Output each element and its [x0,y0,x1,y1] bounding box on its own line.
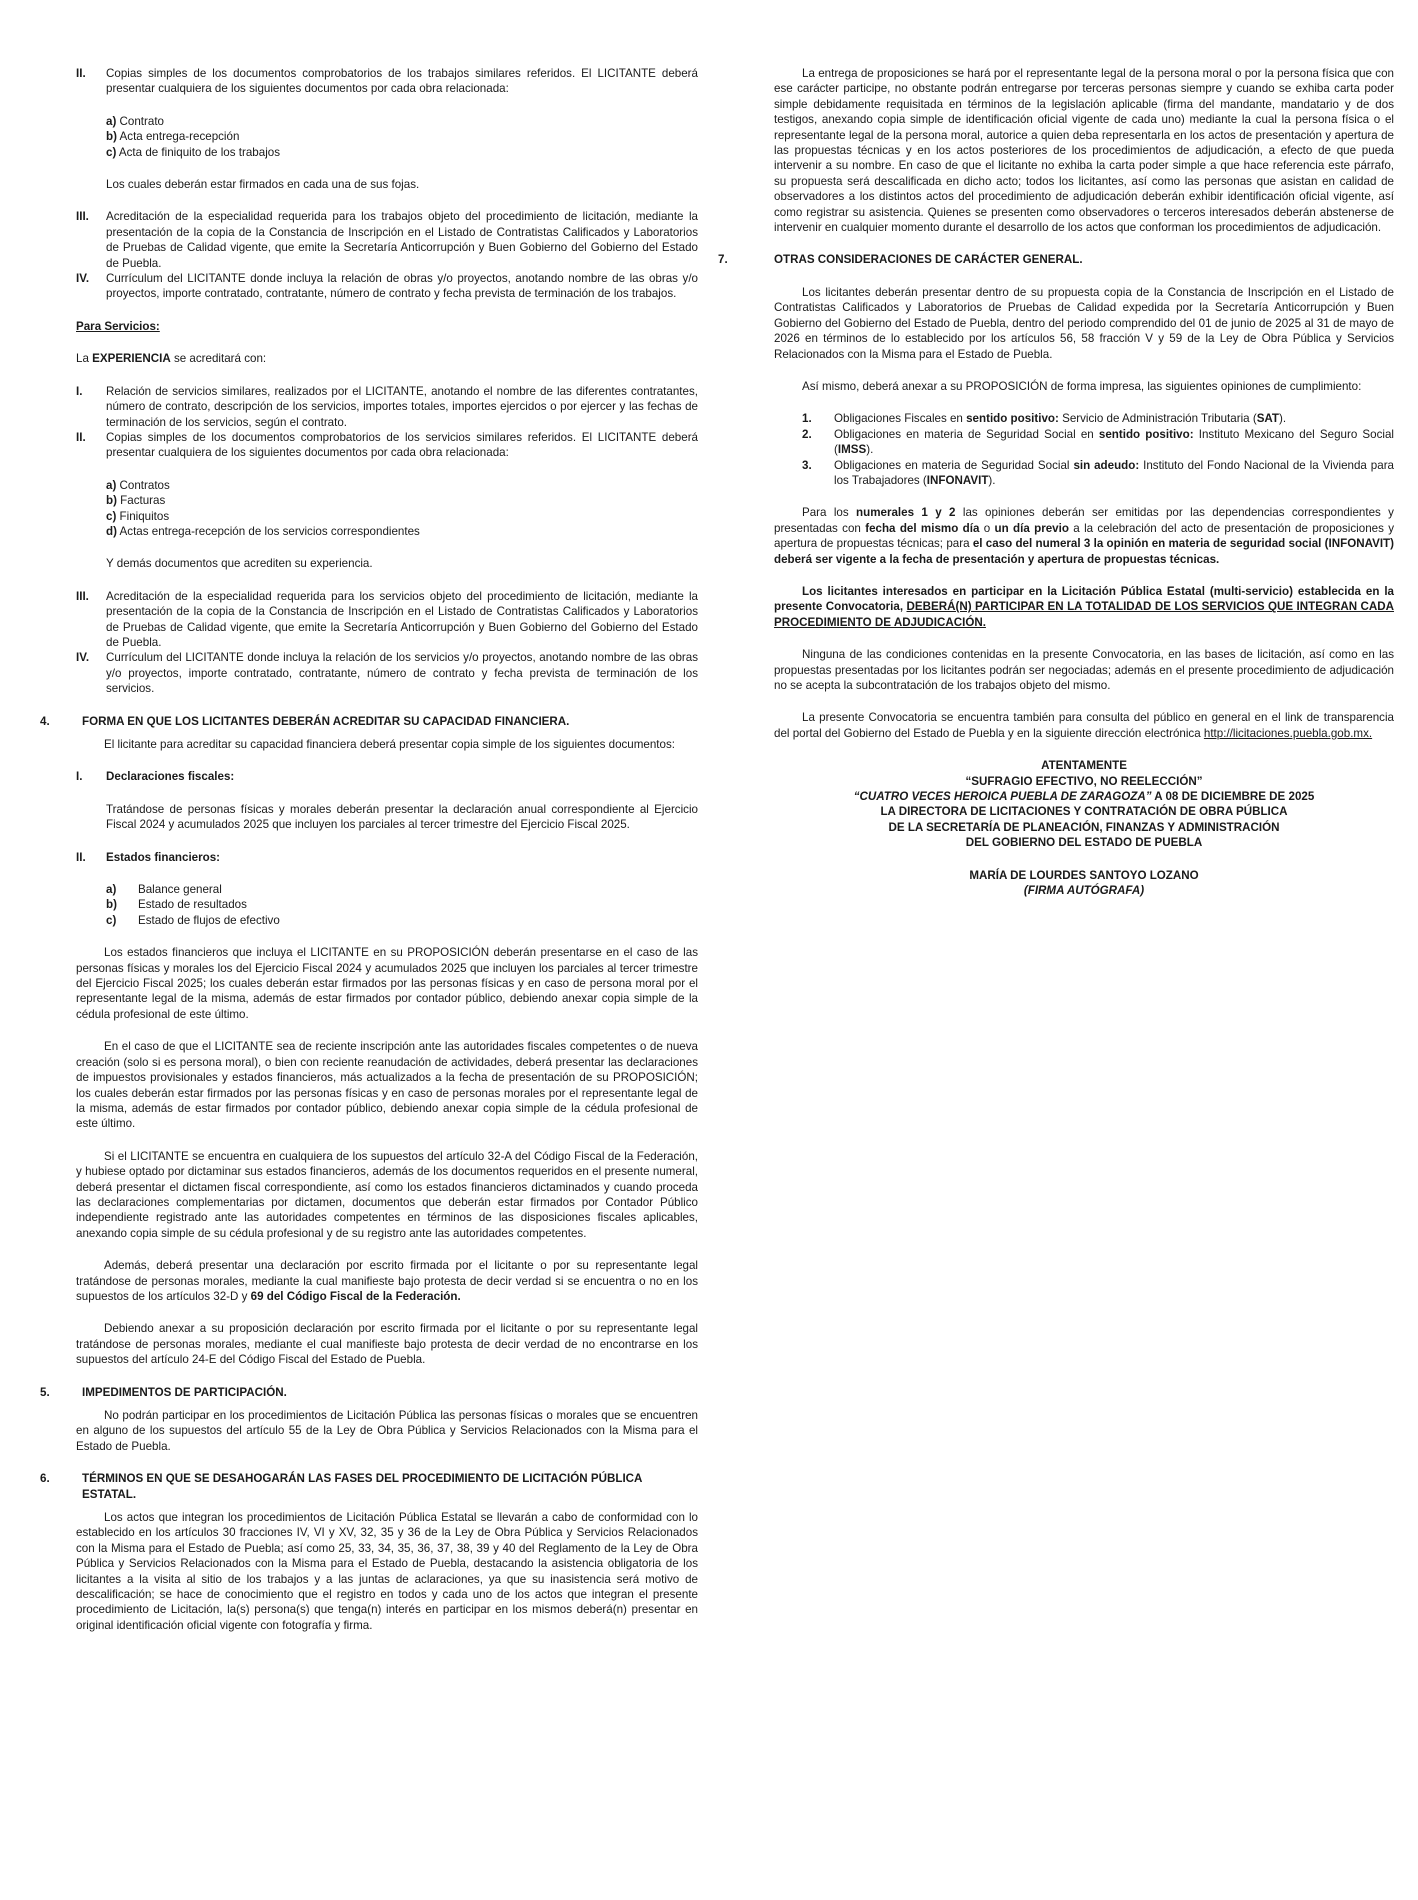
obras-item-iii: III. Acreditación de la especialidad requerida para los trabajos objeto del procedimiento de licitación, mediante la presentación de la copia de la Constancia de Inscripción en el Listado de Contratistas Calificados y Laboratorios de Pruebas de Calidad vigente, que emite la Secretaría Anticorrupción y Buen Gobierno del Gobierno del Estado de Puebla. [76,210,698,270]
section-heading-7: 7. OTRAS CONSIDERACIONES DE CARÁCTER GENERAL. [718,253,1083,267]
list-item: c) Estado de flujos de efectivo [106,913,280,927]
list-item: b) Facturas [106,494,166,508]
section-heading-5: 5. IMPEDIMENTOS DE PARTICIPACIÓN. [40,1385,287,1399]
list-item: a) Contrato [106,114,165,128]
item-text: Copias simples de los documentos comprobatorios de los trabajos similares referidos. El LICITANTE deberá presentar cualquiera de los siguientes documentos por cada obra relacionada: [106,67,698,96]
section-heading-4: 4. FORMA EN QUE LOS LICITANTES DEBERÁN ACREDITAR SU CAPACIDAD FINANCIERA. [40,714,570,728]
list-item: a) Balance general [106,883,222,897]
list-item: 3. Obligaciones en materia de Seguridad Social sin adeudo: Instituto del Fondo Nacional de la Vivienda para los Trabajadores (INFONAVIT). [802,458,1395,487]
serv-item-i: I. Relación de servicios similares, realizados por el LICITANTE, anotando el nombre de las diferentes contratantes, número de contrato, descripción de los servicios, importes totales, importes ejercidos o por ejercer y las fechas de terminación de los servicios, según el contrato. [76,384,698,429]
list-item: 1. Obligaciones Fiscales en sentido positivo: Servicio de Administración Tributaria (SAT). [802,412,1287,426]
list-item: c) Acta de finiquito de los trabajos [106,145,281,159]
paragraph: Los estados financieros que incluya el LICITANTE en su PROPOSICIÓN deberán presentarse en el caso de las personas físicas y morales los del Ejercicio Fiscal 2024 y acumulados 2025 que incluyen los parciales al tercer trimestre del Ejercicio Fiscal 2025; los cuales deberán estar firmados por las personas físicas y en caso de persona moral por el representante legal de la misma, además de estar firmados por contador público, debiendo anexar copia simple de la cédula profesional de este último. [76,946,698,1021]
paragraph: Si el LICITANTE se encuentra en cualquiera de los supuestos del artículo 32-A del Código Fiscal de la Federación, y hubiese optado por dictaminar sus estados financieros, además de los documentos requeridos en el presente numeral, deberá presentar el dictamen fiscal correspondiente, así como los estados financieros dictaminados y cuando proceda las declaraciones complementarias por dictamen, documentos que deberán estar firmados por Contador Público independiente registrado ante las autoridades competentes en términos de las disposiciones fiscales aplicables, anexando copia simple de su cédula profesional y de su registro ante las autoridades competentes. [76,1149,698,1240]
s4-item-ii: II. Estados financieros: [76,850,221,864]
paragraph: Así mismo, deberá anexar a su PROPOSICIÓN de forma impresa, las siguientes opiniones de cumplimiento: [802,379,1362,393]
serv-item-iii: III. Acreditación de la especialidad requerida para los servicios objeto del procedimiento de licitación, mediante la presentación de la copia de la Constancia de Inscripción en el Listado de Contratistas Calificados y Laboratorios de Pruebas de Calidad vigente, que emite la Secretaría Anticorrupción y Buen Gobierno del Gobierno del Estado de Puebla. [76,589,698,649]
paragraph: Los licitantes deberán presentar dentro de su propuesta copia de la Constancia de Inscripción en el Listado de Contratistas Calificados y Laboratorios de Pruebas de Calidad expedida por la Secretaría Anticorrupción y Buen Gobierno del Gobierno del Estado de Puebla, dentro del periodo comprendido del 01 de junio de 2025 al 31 de mayo de 2026 en términos de lo establecido por los artículos 56, 58 fracción V y 59 de la Ley de Obra Pública y Servicios Relacionados con la Misma para el Estado de Puebla. [774,285,1394,361]
s4-item-i: I. Declaraciones fiscales: [76,770,235,784]
transparency-link[interactable]: http://licitaciones.puebla.gob.mx. [1203,726,1373,740]
list-item: 2. Obligaciones en materia de Seguridad Social en sentido positivo: Instituto Mexicano del Seguro Social (IMSS). [802,427,1395,457]
paragraph: Y demás documentos que acrediten su experiencia. [106,557,373,571]
paragraph: El licitante para acreditar su capacidad financiera deberá presentar copia simple de los siguientes documentos: [104,738,675,751]
signature-block: ATENTAMENTE “SUFRAGIO EFECTIVO, NO REELECCIÓN” “CUATRO VECES HEROICA PUEBLA DE ZARAGOZA” A 08 DE DICIEMBRE DE 2025 LA DIRECTORA DE LICITACIONES Y CONTRATACIÓN DE OBRA PÚBLICA DE LA SECRETARÍA DE PLANEACIÓN, FINANZAS Y ADMINISTRACIÓN DEL GOBIERNO DEL ESTADO DE PUEBLA MARÍA DE LOURDES SANTOYO LOZANO (FIRMA AUTÓGRAFA) [774,758,1394,898]
paragraph: Ninguna de las condiciones contenidas en la presente Convocatoria, en las bases de licitación, así como en las propuestas presentadas por los licitantes podrán ser negociadas; además en el presente procedimiento de adjudicación no se acepta la subcontratación de los trabajos objeto del mismo. [774,648,1394,692]
paragraph: Los licitantes interesados en participar en la Licitación Pública Estatal (multi-servicio) establecida en la presente Convocatoria, DEBERÁ(N) PARTICIPAR EN LA TOTALIDAD DE LOS SERVICIOS QUE INTEGRAN CADA PROCEDIMIENTO DE ADJUDICACIÓN. [774,584,1395,629]
serv-item-iv: IV. Currículum del LICITANTE donde incluya la relación de los servicios y/o proyectos, anotando nombre de las obras y/o proyectos, importe contratado, contratante, número de contrato y fecha prevista de terminación de los servicios. [76,651,698,696]
paragraph: Los cuales deberán estar firmados en cada una de sus fojas. [106,178,420,192]
obras-item-ii [76,66,698,97]
list-item: b) Estado de resultados [106,898,247,912]
paragraph: La EXPERIENCIA se acreditará con: [76,352,267,366]
list-item: c) Finiquitos [106,509,170,523]
paragraph: Debiendo anexar a su proposición declaración por escrito firmada por el licitante o por su representante legal tratándose de personas morales, mediante el cual manifieste bajo protesta de decir verdad de no encontrarse en los supuestos del artículo 24-E del Código Fiscal del Estado de Puebla. [76,1322,698,1367]
left-column [40,66,698,1633]
paragraph: Los actos que integran los procedimientos de Licitación Pública Estatal se llevarán a cabo de conformidad con lo establecido en los artículos 30 fracciones IV, VI y XV, 32, 35 y 36 de la Ley de Obra Pública y Servicios Relacionados con la Misma para el Estado de Puebla; así como 25, 33, 34, 35, 36, 37, 38, 39 y 40 del Reglamento de la Ley de Obra Pública y Servicios Relacionados con la Misma para el Estado de Puebla, destacando la asistencia obligatoria de los licitantes a la visita al sitio de los trabajos y a las juntas de aclaraciones, ya que su inasistencia será motivo de descalificación; se hace de conocimiento que el registro en todos y cada uno de los actos que integran el presente procedimiento de Licitación, la(s) persona(s) que tenga(n) interés en participar en los mismos deberá(n) presentar en original identificación oficial vigente con fotografía y firma. [76,1511,698,1632]
paragraph: No podrán participar en los procedimientos de Licitación Pública las personas físicas o morales que se encuentren en alguno de los supuestos del artículo 55 de la Ley de Obra Pública y Servicios Relacionados con la Misma para el Estado de Puebla. [76,1409,698,1453]
paragraph: Además, deberá presentar una declaración por escrito firmada por el licitante o por su representante legal tratándose de personas morales, mediante la cual manifieste bajo protesta de decir verdad si se encuentra o no en los supuestos de los artículos 32-D y 69 del Código Fiscal de la Federación. [76,1259,698,1303]
signatory-name: MARÍA DE LOURDES SANTOYO LOZANO [969,868,1199,882]
subheading-servicios: Para Servicios: [76,319,160,333]
obras-item-iv: IV. Currículum del LICITANTE donde incluya la relación de obras y/o proyectos, anotando nombre de las obras y/o proyectos, importe contratado, contratante, número de contrato y fecha prevista de terminación de los trabajos. [76,272,698,301]
list-item: d) Actas entrega-recepción de los servicios correspondientes [106,524,420,538]
paragraph: Tratándose de personas físicas y morales deberán presentar la declaración anual correspondiente al Ejercicio Fiscal 2024 y acumulados 2025 que incluyen los parciales al tercer trimestre del Ejercicio Fiscal 2025. [106,802,698,832]
paragraph: La presente Convocatoria se encuentra también para consulta del público en general en el link de transparencia del portal del Gobierno del Estado de Puebla y en la siguiente dirección electrónica http://licitaciones.puebla.gob.mx. [774,711,1394,740]
paragraph: En el caso de que el LICITANTE sea de reciente inscripción ante las autoridades fiscales competentes o de nueva creación (solo si es persona moral), o bien con reciente reanudación de actividades, deberá presentar las declaraciones de impuestos provisionales y estados financieros, más actualizados a la fecha de presentación de su PROPOSICIÓN; los cuales deberán estar firmados por las personas físicas y en caso de personas morales por el representante legal de la misma, además de estar firmados por contador público, debiendo anexar copia simple de la cédula profesional de este último. [76,1040,698,1131]
signature-note: (FIRMA AUTÓGRAFA) [1023,884,1145,898]
paragraph: La entrega de proposiciones se hará por el representante legal de la persona moral o por la persona física que con ese carácter participe, no obstante podrán entregarse por terceras personas siempre y cuando se exhiba carta poder simple debidamente requisitada en términos de la legislación aplicable (firma del mandante, mandatario y de dos testigos, anexando copia simple de identificación oficial vigente de cada uno) mediante la cual la persona física o el representante legal de la persona moral, autorice a quien deba representarla en los actos de presentación y apertura de las propuestas técnicas y en los actos posteriores de los procedimientos de adjudicación, a efecto de que pueda intervenir a su nombre. En caso de que el licitante no exhiba la carta poder simple a que hace referencia este párrafo, su propuesta será descalificada en dicho acto; todos los licitantes, así como las personas que asistan en calidad de observadores a los distintos actos del procedimiento de adjudicación deberán exhibir identificación oficial vigente, así como registrar su asistencia. Quienes se presenten como observadores o terceros interesados deberán abstenerse de intervenir en cualquier momento durante el desarrollo de los actos que conforman los procedimientos de adjudicación. [774,67,1394,235]
list-item: b) Acta entrega-recepción [106,130,240,144]
right-column [718,66,1394,898]
roman-numeral: II. [76,67,86,80]
section-heading-6: 6. TÉRMINOS EN QUE SE DESAHOGARÁN LAS FASES DEL PROCEDIMIENTO DE LICITACIÓN PÚBLICA ESTATAL. [40,1472,642,1501]
list-item: a) Contratos [106,478,170,492]
paragraph: Para los numerales 1 y 2 las opiniones deberán ser emitidas por las dependencias correspondientes y presentadas con fecha del mismo día o un día previo a la celebración del acto de presentación de proposiciones y apertura de propuestas técnicas; para el caso del numeral 3 la opinión en materia de seguridad social (INFONAVIT) deberá ser vigente a la fecha de presentación y apertura de propuestas técnicas. [774,506,1395,566]
serv-item-ii: II. Copias simples de los documentos comprobatorios de los servicios similares referidos. El LICITANTE deberá presentar cualquiera de los siguientes documentos por cada obra relacionada: [76,430,698,460]
